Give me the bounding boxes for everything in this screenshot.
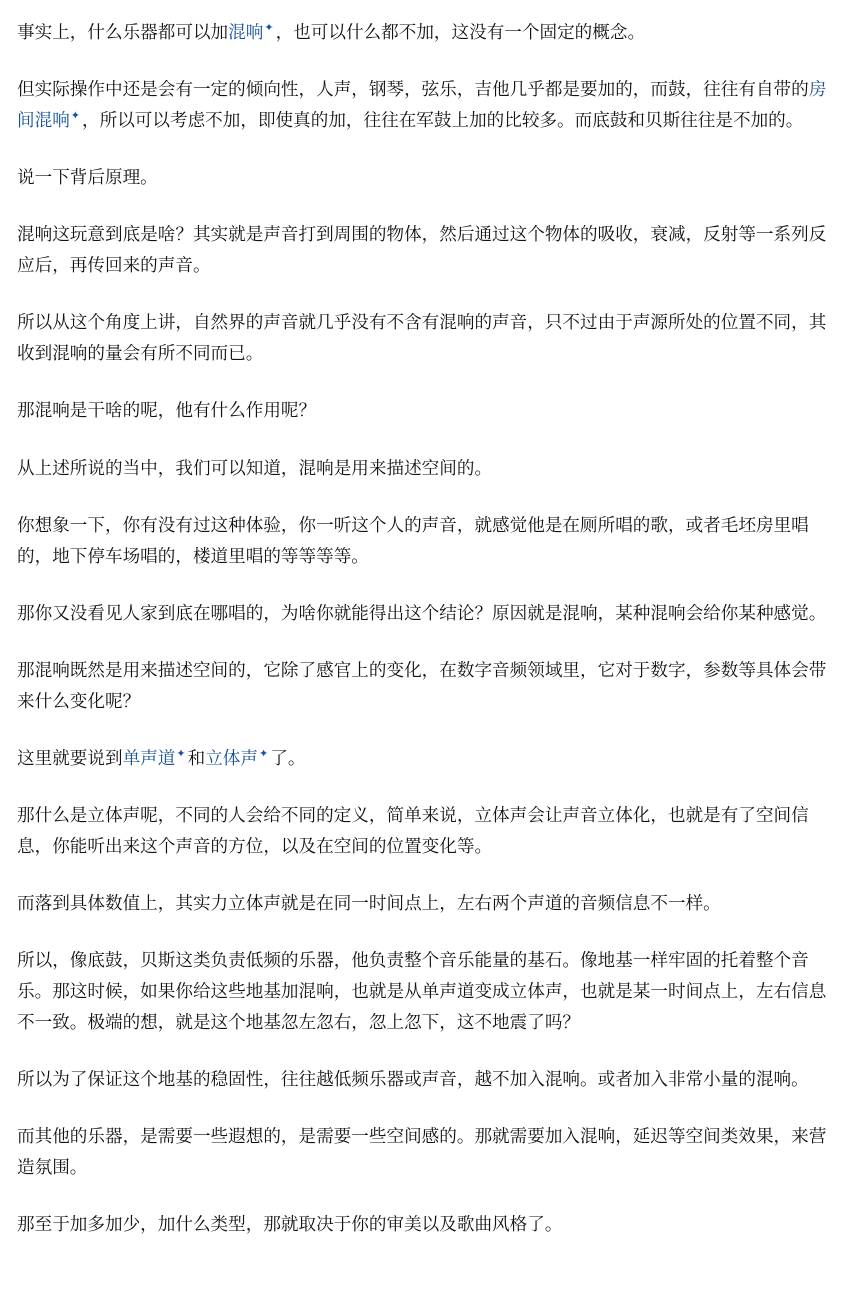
paragraph: 所以，像底鼓，贝斯这类负责低频的乐器，他负责整个音乐能量的基石。像地基一样牢固的托着整个音乐。那这时候，如果你给这些地基加混响，也就是从单声道变成立体声，也就是某一时间点上，左右信息不一致。极端的想，就是这个地基忽左忽右，忽上忽下，这不地震了吗？: [17, 951, 827, 1033]
paragraph: 而落到具体数值上，其实力立体声就是在同一时间点上，左右两个声道的音频信息不一样。: [17, 894, 721, 915]
paragraph: 那什么是立体声呢，不同的人会给不同的定义，简单来说，立体声会让声音立体化，也就是有了空间信息，你能听出来这个声音的方位，以及在空间的位置变化等。: [17, 806, 809, 857]
keyword-link-reverb[interactable]: 混响: [228, 23, 264, 43]
paragraph: 那至于加多加少，加什么类型，那就取决于你的审美以及歌曲风格了。: [17, 1215, 563, 1236]
paragraph: 事实上，什么乐器都可以加混响✦ ，也可以什么都不加，这没有一个固定的概念。: [17, 21, 646, 43]
paragraph: 你想象一下，你有没有过这种体验，你一听这个人的声音，就感觉他是在厕所唱的歌，或者毛坯房里唱的，地下停车场唱的，楼道里唱的等等等等。: [17, 515, 809, 567]
paragraph: 那混响既然是用来描述空间的，它除了感官上的变化，在数字音频领域里，它对于数字，参数等具体会带来什么变化呢？: [17, 660, 827, 712]
paragraph: 所以从这个角度上讲，自然界的声音就几乎没有不含有混响的声音，只不过由于声源所处的位置不同，其收到混响的量会有所不同而已。: [17, 313, 827, 365]
paragraph: 而其他的乐器，是需要一些遐想的，是需要一些空间感的。那就需要加入混响，延迟等空间类效果，来营造氛围。: [17, 1127, 827, 1178]
keyword-link-stereo[interactable]: 立体声: [205, 748, 258, 769]
keyword-link-room-reverb[interactable]: 房间混响: [17, 80, 827, 131]
keyword-link-mono[interactable]: 单声道: [122, 748, 176, 769]
paragraph: 从上述所说的当中，我们可以知道，混响是用来描述空间的。: [17, 458, 493, 479]
answer-content: [17, 18, 829, 1267]
paragraph: 这里就要说到单声道✦ 和立体声✦ 了。: [17, 747, 306, 769]
paragraph: 但实际操作中还是会有一定的倾向性，人声，钢琴，弦乐，吉他几乎都是要加的，而鼓，往往有自带的房间混响✦ ，所以可以考虑不加，即使真的加，往往在军鼓上加的比较多。而底鼓和贝斯往往是不加的。: [17, 80, 827, 131]
paragraph: 那混响是干啥的呢，他有什么作用呢？: [17, 401, 317, 422]
paragraph: 说一下背后原理。: [17, 168, 158, 189]
paragraph: 混响这玩意到底是啥？其实就是声音打到周围的物体，然后通过这个物体的吸收，衰减，反射等一系列反应后，再传回来的声音。: [17, 225, 827, 277]
paragraph: 那你又没看见人家到底在哪唱的，为啥你就能得出这个结论？原因就是混响，某种混响会给你某种感觉。: [17, 603, 827, 624]
paragraph: 所以为了保证这个地基的稳固性，往往越低频乐器或声音，越不加入混响。或者加入非常小量的混响。: [17, 1070, 809, 1090]
